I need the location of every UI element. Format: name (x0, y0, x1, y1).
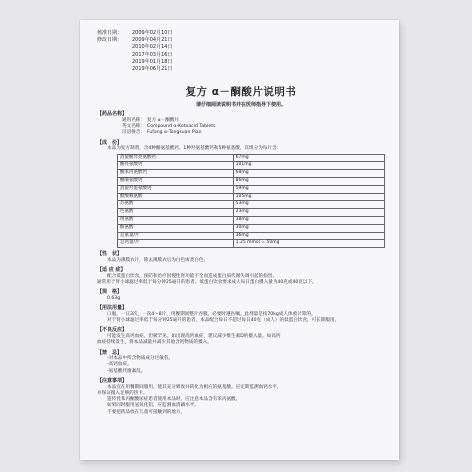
table-row: 酮缬氨酸钙 86mg (118, 177, 385, 185)
name-row: 汉语拼音： Fufang α-Tongsuan Pian (122, 130, 202, 136)
table-row: 酮亮氨酸钙 101mg (118, 162, 385, 170)
name-row: 英文名称： Compound α-Ketoacid Tablets (122, 124, 216, 130)
composition-intro: 本品为复方制剂，含4种酮氨基酸钙、1种羟氨基酸钙和5种氨基酸，其组分为每片含： (107, 146, 282, 152)
leaflet-title: 复方 α－酮酸片说明书 (185, 86, 297, 99)
leaflet-subtitle: 请仔细阅读说明书并在医师指导下使用。 (195, 102, 286, 109)
precaution-text: 本品宜在用餐期间服用，使其充分吸收并转化为相应的氨基酸。应定期监测血钙水平， (107, 384, 282, 390)
name-row: 通用名称： 复方 α－酮酸片 (122, 117, 180, 123)
table-row: 酪氨酸 30mg (118, 224, 385, 232)
section-heading-adverse: 【不良反应】 (97, 327, 128, 334)
section-heading-description: 【性 状】 (97, 251, 123, 258)
table-row: 组氨酸 38mg (118, 216, 385, 224)
revision-row: 2019年01月18日 (132, 58, 173, 65)
spec-text: 0.63g (107, 295, 121, 301)
section-heading-name: 【药品名称】 (97, 111, 128, 118)
revision-row: 核准日期： 2009年02月10日 (97, 30, 173, 36)
revision-row: 2010年02月14日 (132, 44, 173, 51)
revision-row: 2017年03月16日 (132, 51, 173, 58)
table-row: 消旋羟蛋氨酸钙 59mg (118, 185, 385, 193)
usage-text: 对于肾小球滤过率低于每分钟25毫升的患者，本品配合每日不超过每日40克（成人）的低蛋白饮食，可长期服用。 (107, 318, 340, 324)
adverse-text: 血症持续发生，将本品减量并减少其他含钙物质的摄入。 (97, 340, 212, 346)
section-heading-precautions: 【注意事项】 (97, 377, 128, 384)
precaution-text: 如果同时服用氢氧化铝，应监测血清磷水平。 (107, 403, 199, 409)
precaution-text: 遗传性苯丙酮酸尿症患者使用本品时，应注意本品含有苯丙氨酸。 (107, 397, 241, 403)
section-heading-contraindications: 【禁 忌】 (97, 349, 123, 356)
composition-table (117, 154, 385, 249)
indications-text: 通常用于肾小球滤过率低于每分钟25毫升的患者。低蛋白饮食要求成人每日蛋白摄入量为40克或40克以下。 (97, 279, 317, 285)
revision-row: 2019年06月21日 (132, 66, 173, 73)
table-row: 总氮量/片 36mg (118, 232, 385, 240)
table-row: 色氨酸 23mg (118, 209, 385, 217)
contra-item: -氨基酸代谢紊乱。 (107, 368, 146, 374)
usage-text: 口服。一日3次，一次4～8片，用餐期间整片吞服。必要时遵医嘱。此剂量是按70kg成人体重计算的。 (107, 311, 316, 317)
revision-dates (97, 30, 385, 73)
section-heading-spec: 【规 格】 (97, 289, 123, 296)
table-row: 苏氨酸 53mg (118, 201, 385, 209)
description-text: 本品为薄膜衣片，除去薄膜衣后为白色或类白色。 (107, 257, 209, 263)
section-heading-indications: 【适 应 症】 (97, 267, 126, 274)
table-row: 酮苯丙氨酸钙 68mg (118, 170, 385, 178)
precaution-text: 不要把药品放在儿童可接触到的地方。 (107, 409, 186, 415)
table-row: 醋酸赖氨酸 105mg (118, 193, 385, 201)
adverse-text: 可能发生高钙血症，但极罕见。如出现高钙血症，建议减少维生素D的摄入量。如高钙 (107, 333, 281, 339)
indications-text: 配合低蛋白饮食，预防和治疗因慢性肾功能不全而造成蛋白质代谢失调引起的损害。 (107, 273, 277, 279)
section-heading-usage: 【用法用量】 (97, 305, 128, 312)
precaution-text: 并保证摄入足够的热卡。 (97, 390, 148, 396)
revision-row: 修改日期： 2009年04月21日 (97, 37, 173, 44)
leaflet-page (80, 20, 399, 460)
contra-item: -对本品中所含物质成分过敏者。 (107, 356, 173, 362)
contra-item: -高钙血症。 (107, 362, 132, 368)
table-row: 总钙量/片 1.25 mmol = 50mg (118, 240, 385, 248)
leaflet-content (97, 30, 385, 416)
table-row: 消旋酮异亮氨酸钙 67mg (118, 154, 385, 162)
section-heading-composition: 【成 份】 (97, 139, 123, 146)
